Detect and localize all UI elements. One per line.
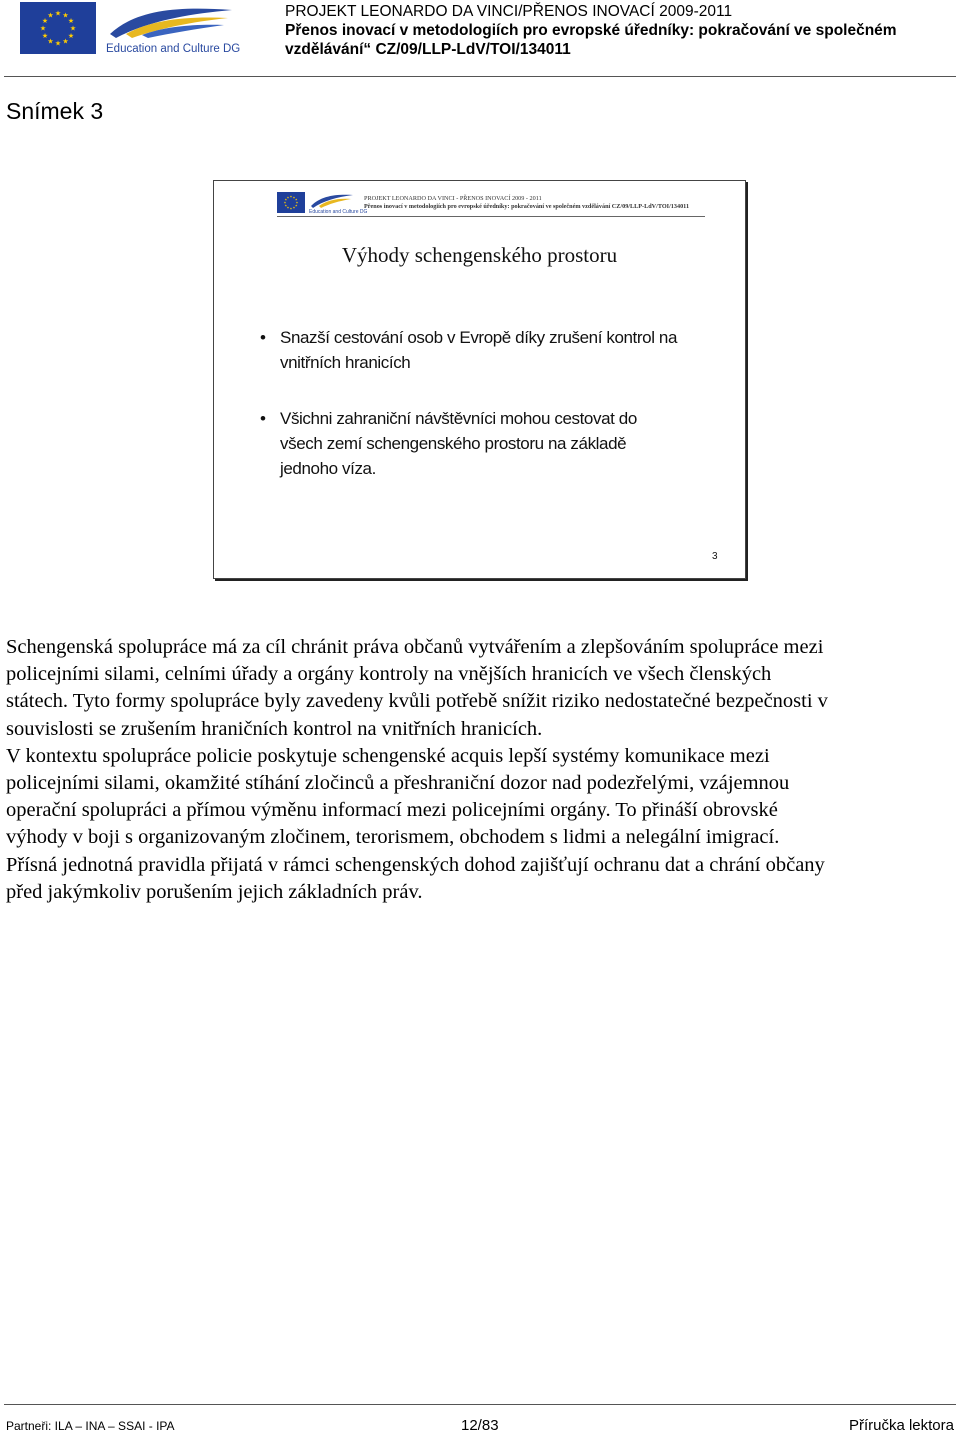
body-line: policejními silami, celními úřady a orgány kontroly na vnějších hranicích ve všech členských xyxy=(6,663,772,686)
eu-star-icon: ★ xyxy=(54,39,62,48)
bullet-line: vnitřních hranicích xyxy=(280,353,411,372)
logo-text: Education and Culture DG xyxy=(106,43,241,55)
bullet-line: všech zemí schengenského prostoru na základě xyxy=(280,434,627,453)
eu-star-icon: ★ xyxy=(294,197,298,202)
eu-star-icon: ★ xyxy=(47,37,54,46)
eu-star-icon: ★ xyxy=(54,9,62,18)
slide-title: Výhody schengenského prostoru xyxy=(341,243,618,267)
slide-bullet-2 xyxy=(260,406,730,481)
eu-star-icon: ★ xyxy=(295,200,299,205)
body-text xyxy=(6,634,954,906)
eu-star-icon: ★ xyxy=(62,11,69,20)
body-line: státech. Tyto formy spolupráce byly zavedeny kvůli potřebě snížit riziko nedostatečné bezpečnosti v xyxy=(6,690,828,713)
eu-star-icon: ★ xyxy=(289,194,293,199)
eu-star-icon: ★ xyxy=(283,200,287,205)
eu-star-icon: ★ xyxy=(67,16,75,25)
eu-star-icon: ★ xyxy=(292,205,296,210)
slide-header-line-2: Přenos inovací v metodologiích pro evropské úředníky: pokračování ve společném vzdělávání CZ/09/LLP-LdV/TOI/134011 xyxy=(364,203,690,210)
eu-star-icon: ★ xyxy=(286,205,290,210)
footer-page-number: 12/83 xyxy=(461,1417,499,1434)
body-line: Přísná jednotná pravidla přijatá v rámci schengenských dohod zajišťují ochranu dat a chrání občany xyxy=(6,853,825,876)
header-divider xyxy=(4,76,956,77)
body-line: policejními silami, okamžité stíhání zločinců a přeshraniční dozor nad podezřelými, vzájemnou xyxy=(6,772,790,795)
eu-star-icon: ★ xyxy=(286,195,290,200)
slide-header-divider xyxy=(277,216,705,217)
slide-label: Snímek 3 xyxy=(6,98,104,124)
eu-star-icon: ★ xyxy=(289,206,293,211)
body-line: před jakýmkoliv porušením jejich základních práv. xyxy=(6,880,423,903)
bullet-line: jednoho víza. xyxy=(280,459,376,478)
eu-star-icon: ★ xyxy=(41,16,49,25)
body-line: operační spolupráci a přímou výměnu informací mezi policejními orgány. To přináší obrovské xyxy=(6,799,778,822)
slide-bullet-list xyxy=(260,325,730,481)
bullet-line: Snazší cestování osob v Evropě díky zrušení kontrol na xyxy=(280,328,678,347)
eu-star-icon: ★ xyxy=(69,24,77,33)
eu-star-icon: ★ xyxy=(39,24,47,33)
footer-partners: Partneři: ILA – INA – SSAI - IPA xyxy=(6,1419,175,1433)
body-line: souvislosti se zrušením hraničních kontrol na vnitřních hranicích. xyxy=(6,717,543,740)
eu-star-icon: ★ xyxy=(284,203,288,208)
eu-star-icon: ★ xyxy=(41,31,49,40)
body-line: V kontextu spolupráce policie poskytuje schengenské acquis lepší systémy komunikace mezi xyxy=(6,744,770,767)
eu-star-icon: ★ xyxy=(62,37,69,46)
footer-divider xyxy=(4,1404,956,1405)
eu-star-icon: ★ xyxy=(67,31,75,40)
header-line-3: vzdělávání“ CZ/09/LLP-LdV/TOI/134011 xyxy=(285,41,571,58)
slide-header-text xyxy=(364,195,734,211)
bullet-line: Všichni zahraniční návštěvníci mohou cestovat do xyxy=(280,409,637,428)
bullet-icon: • xyxy=(260,328,266,347)
eu-star-icon: ★ xyxy=(294,203,298,208)
project-header-text xyxy=(285,2,945,59)
slide-eu-flag-icon xyxy=(277,192,305,213)
slide-page-number: 3 xyxy=(712,551,718,562)
footer-title: Příručka lektora xyxy=(848,1417,954,1434)
slide-bullet-1 xyxy=(260,325,730,375)
eu-star-icon: ★ xyxy=(284,197,288,202)
page-header xyxy=(0,0,960,80)
header-line-1: PROJEKT LEONARDO DA VINCI/PŘENOS INOVACÍ 2009-2011 xyxy=(285,3,733,20)
slide-header-line-1: PROJEKT LEONARDO DA VINCI - PŘENOS INOVACÍ 2009 - 2011 xyxy=(364,195,542,202)
eu-flag-icon xyxy=(20,2,96,54)
body-line: Schengenská spolupráce má za cíl chránit práva občanů vytvářením a zlepšováním spolupráce mezi xyxy=(6,636,824,658)
slide-thumbnail xyxy=(213,180,746,579)
bullet-icon: • xyxy=(260,409,266,428)
header-line-2: Přenos inovací v metodologiích pro evropské úředníky: pokračování ve společném xyxy=(285,22,897,39)
education-culture-dg-logo xyxy=(106,4,241,56)
page-footer xyxy=(0,1417,960,1433)
eu-star-icon: ★ xyxy=(292,195,296,200)
eu-star-icon: ★ xyxy=(47,11,54,20)
body-line: výhody v boji s organizovaným zločinem, terorismem, obchodem s lidmi a nelegální imigrací. xyxy=(6,826,780,849)
slide-logo-text: Education and Culture DG xyxy=(309,209,368,215)
